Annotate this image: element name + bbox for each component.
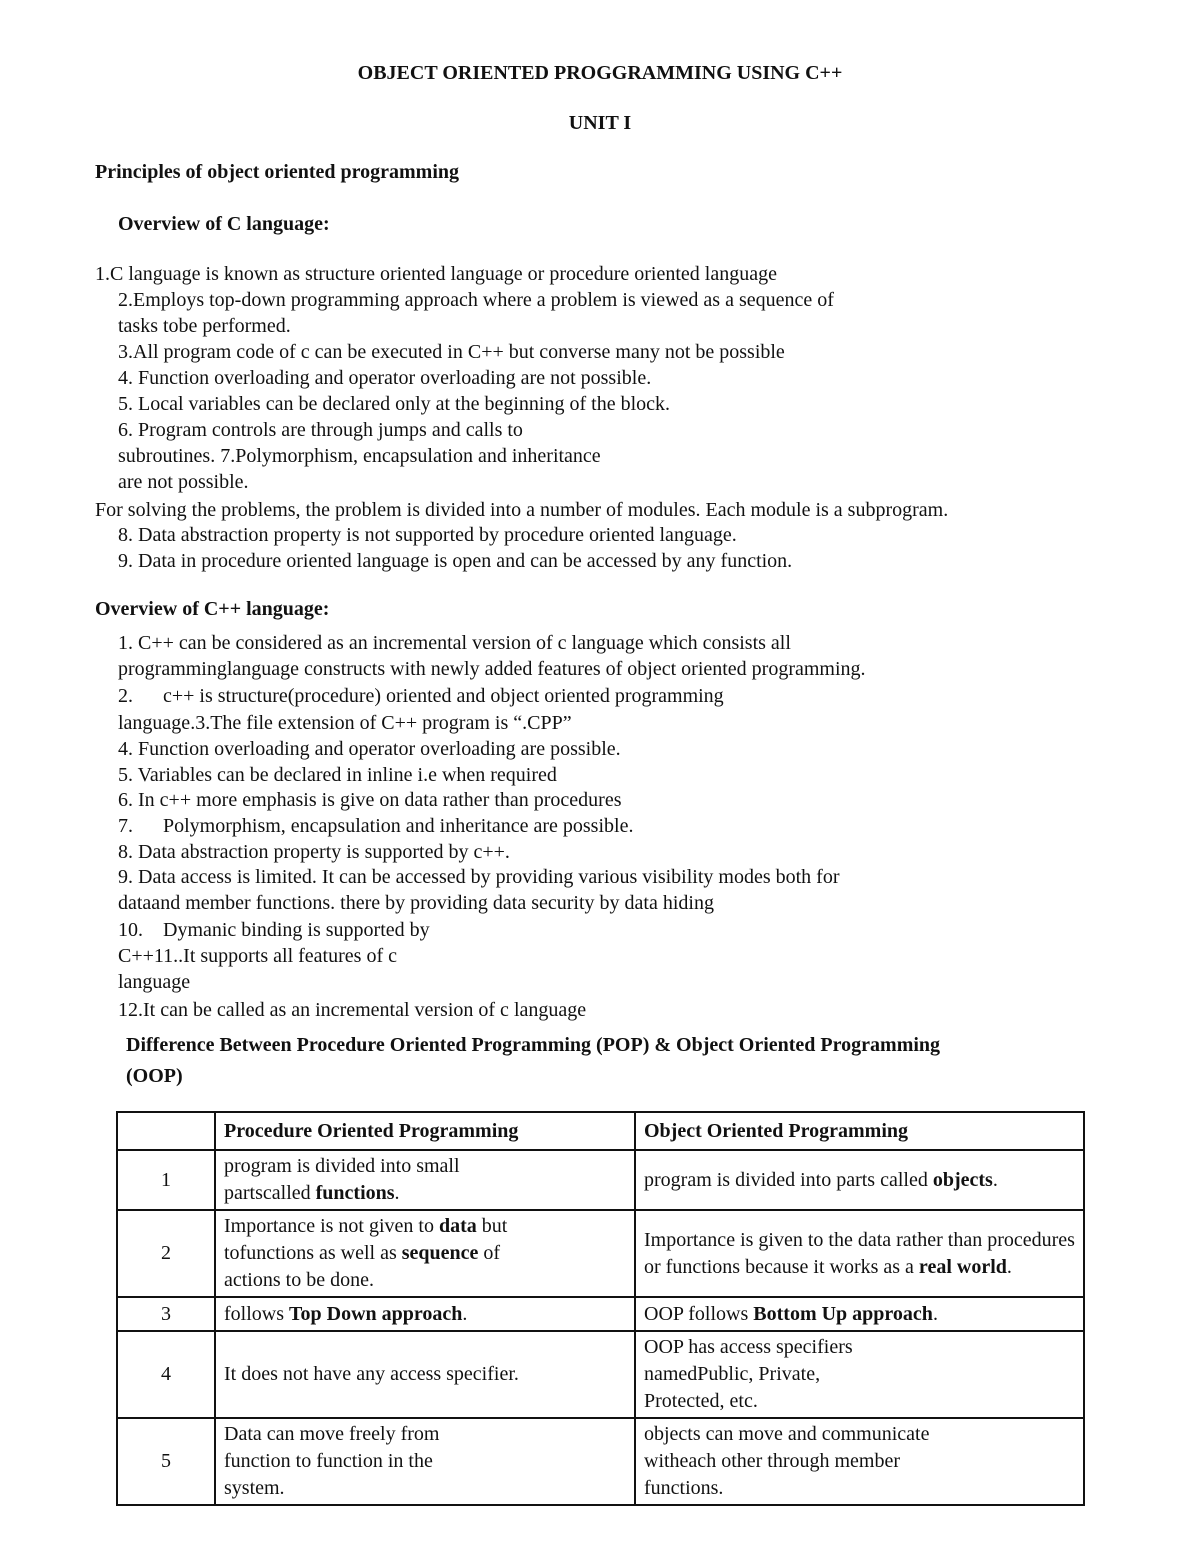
cell-text-line: functions. bbox=[644, 1477, 724, 1499]
c-overview-line: 3.All program code of c can be executed in C++ but converse many not be possible bbox=[118, 341, 785, 363]
c-overview-line: 9. Data in procedure oriented language is open and can be accessed by any function. bbox=[118, 550, 793, 572]
cell-text-line: program is divided into small bbox=[224, 1155, 460, 1177]
row-number: 2 bbox=[117, 1210, 215, 1297]
cell-text-line: Data can move freely from bbox=[224, 1423, 440, 1445]
table-row bbox=[117, 1331, 1084, 1418]
table-row bbox=[117, 1210, 1084, 1297]
cpp-overview-line: 9. Data access is limited. It can be accessed by providing various visibility modes both for bbox=[118, 866, 840, 888]
pop-cell bbox=[215, 1210, 635, 1297]
table-header-cell bbox=[117, 1112, 215, 1150]
pop-cell: follows Top Down approach. bbox=[215, 1297, 635, 1331]
cell-text-line: system. bbox=[224, 1477, 285, 1499]
c-overview-line: 6. Program controls are through jumps and calls to bbox=[118, 419, 523, 441]
cell-text-line: tofunctions as well as sequence of bbox=[224, 1242, 501, 1264]
cell-text-line: Importance is not given to data but bbox=[224, 1215, 508, 1237]
cell-text-line: witheach other through member bbox=[644, 1450, 901, 1472]
cpp-overview-line: language bbox=[118, 971, 191, 993]
c-overview-line: tasks tobe performed. bbox=[118, 315, 291, 337]
difference-heading: Difference Between Procedure Oriented Programming (POP) & Object Oriented Programming bbox=[126, 1034, 941, 1056]
cell-text-line: actions to be done. bbox=[224, 1269, 374, 1291]
table-header-row bbox=[117, 1112, 1084, 1150]
cell-text-line: partscalled functions. bbox=[224, 1182, 400, 1204]
c-overview-line: 2.Employs top-down programming approach where a problem is viewed as a sequence of bbox=[118, 289, 834, 311]
unit-label: UNIT I bbox=[568, 112, 632, 134]
cpp-overview-line: 8. Data abstraction property is supported by c++. bbox=[118, 841, 510, 863]
document-title: OBJECT ORIENTED PROGGRAMMING USING C++ bbox=[357, 62, 843, 84]
c-overview-line: 8. Data abstraction property is not supported by procedure oriented language. bbox=[118, 524, 737, 546]
c-overview-line: subroutines. 7.Polymorphism, encapsulation and inheritance bbox=[118, 445, 601, 467]
cpp-overview-line: language.3.The file extension of C++ program is “.CPP” bbox=[118, 712, 572, 734]
row-number: 5 bbox=[117, 1418, 215, 1505]
c-overview-line: are not possible. bbox=[118, 471, 249, 493]
row-number: 4 bbox=[117, 1331, 215, 1418]
cpp-overview-line: 5. Variables can be declared in inline i.e when required bbox=[118, 764, 557, 786]
cpp-overview-line: 10. Dymanic binding is supported by bbox=[118, 919, 430, 941]
oop-cell bbox=[635, 1418, 1084, 1505]
c-overview-line: 1.C language is known as structure oriented language or procedure oriented language bbox=[95, 263, 777, 285]
table-row bbox=[117, 1418, 1084, 1505]
oop-cell: program is divided into parts called objects. bbox=[635, 1150, 1084, 1210]
difference-heading-cont: (OOP) bbox=[126, 1065, 183, 1087]
cell-text-line: Protected, etc. bbox=[644, 1390, 758, 1412]
cpp-overview-line: 12.It can be called as an incremental version of c language bbox=[118, 999, 587, 1021]
cell-text-line: OOP has access specifiers bbox=[644, 1336, 853, 1358]
cpp-overview-line: programminglanguage constructs with newly added features of object oriented programming. bbox=[118, 658, 866, 680]
cpp-overview-line: 2. c++ is structure(procedure) oriented and object oriented programming bbox=[118, 685, 724, 707]
cpp-overview-line: dataand member functions. there by providing data security by data hiding bbox=[118, 892, 714, 914]
cpp-overview-heading: Overview of C++ language: bbox=[95, 598, 330, 620]
table-row bbox=[117, 1297, 1084, 1331]
cell-text-line: function to function in the bbox=[224, 1450, 433, 1472]
c-overview-line: 4. Function overloading and operator overloading are not possible. bbox=[118, 367, 652, 389]
pop-cell: It does not have any access specifier. bbox=[215, 1331, 635, 1418]
cell-text-line: namedPublic, Private, bbox=[644, 1363, 821, 1385]
cpp-overview-line: 1. C++ can be considered as an incremental version of c language which consists all bbox=[118, 632, 791, 654]
cpp-overview-line: 6. In c++ more emphasis is give on data rather than procedures bbox=[118, 789, 622, 811]
oop-cell: OOP follows Bottom Up approach. bbox=[635, 1297, 1084, 1331]
table-header-cell: Procedure Oriented Programming bbox=[215, 1112, 635, 1150]
cpp-overview-line: C++11..It supports all features of c bbox=[118, 945, 397, 967]
comparison-table bbox=[116, 1111, 1085, 1506]
pop-cell bbox=[215, 1150, 635, 1210]
cell-text-line: objects can move and communicate bbox=[644, 1423, 930, 1445]
row-number: 1 bbox=[117, 1150, 215, 1210]
oop-cell bbox=[635, 1331, 1084, 1418]
pop-cell bbox=[215, 1418, 635, 1505]
section-heading: Principles of object oriented programming bbox=[95, 161, 460, 183]
c-overview-heading: Overview of C language: bbox=[118, 213, 330, 235]
c-overview-line: For solving the problems, the problem is divided into a number of modules. Each module is a subprogram. bbox=[95, 499, 949, 521]
table-row bbox=[117, 1150, 1084, 1210]
cpp-overview-line: 4. Function overloading and operator overloading are possible. bbox=[118, 738, 621, 760]
c-overview-line: 5. Local variables can be declared only at the beginning of the block. bbox=[118, 393, 671, 415]
table-header-cell: Object Oriented Programming bbox=[635, 1112, 1084, 1150]
row-number: 3 bbox=[117, 1297, 215, 1331]
oop-cell: Importance is given to the data rather than procedures or functions because it works as a real world. bbox=[635, 1210, 1084, 1297]
cpp-overview-line: 7. Polymorphism, encapsulation and inheritance are possible. bbox=[118, 815, 634, 837]
